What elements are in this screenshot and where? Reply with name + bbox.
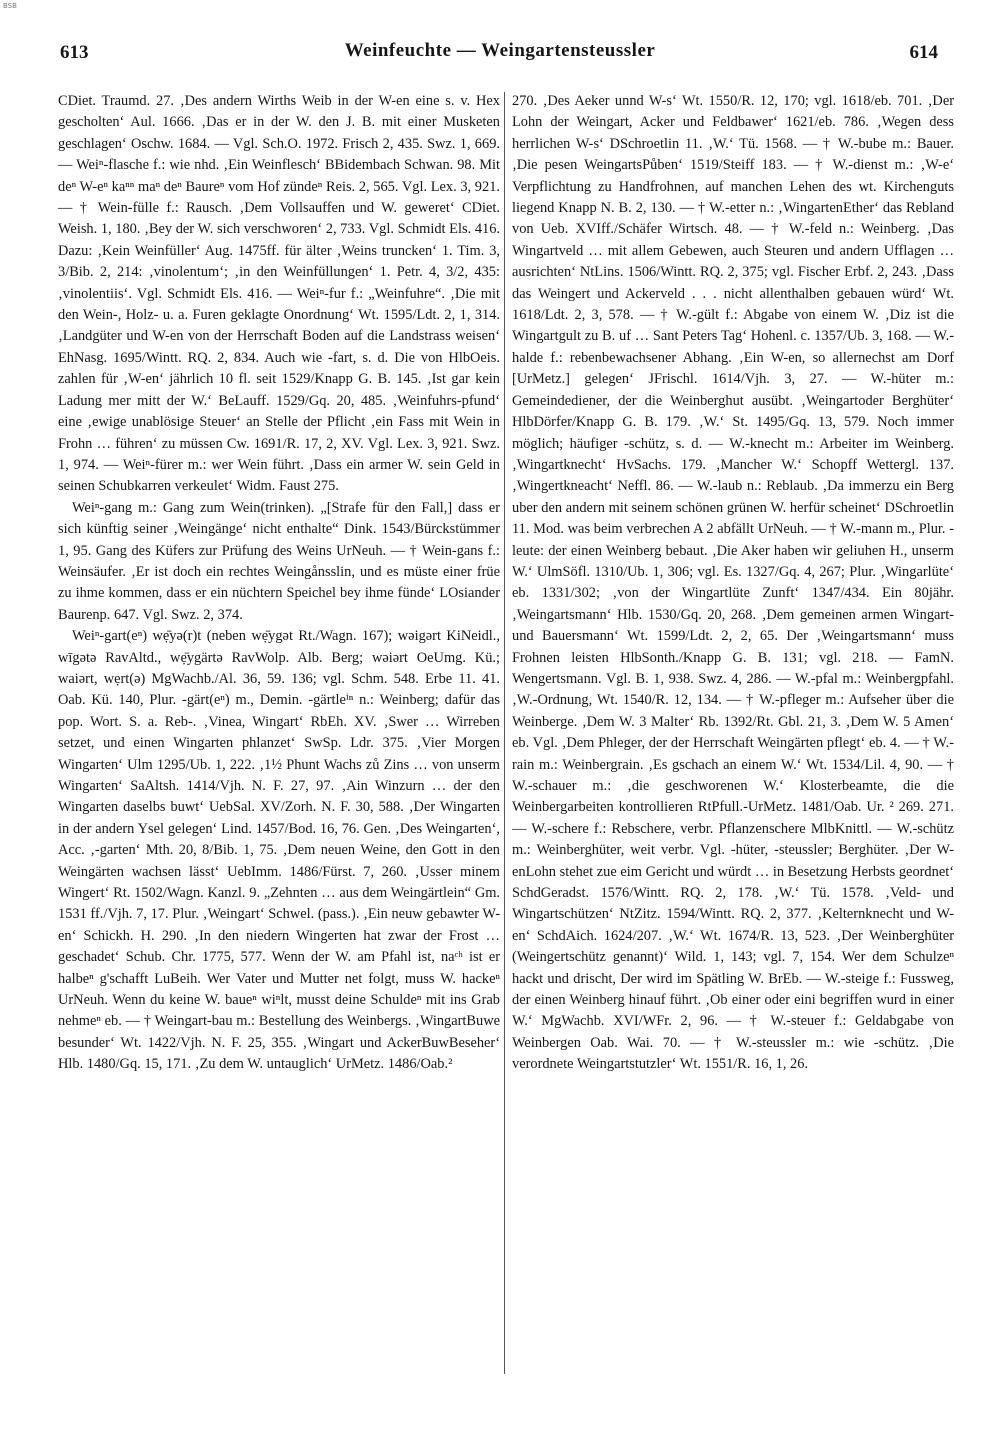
library-stamp: BSB: [3, 2, 17, 10]
column-divider: [504, 92, 505, 1374]
entry-paragraph: Weiⁿ-gang m.: Gang zum Wein(trinken). „[Strafe für den Fall,] dass er sich künftig seiner ‚Weingänge‘ nicht enthalte“ Dink. 1543/Bürckstümmer 1, 95. Gang des Küfers zur Prüfung des Weins UrNeuh. — † Wein-gans f.: Weinsäufer. ‚Er ist doch ein rechtes Weingånsslin, und es müste einer früe zu ihme kommen, dass er ein nüchtern Speichel bey ihme fünde‘ LOsiander Baurenp. 647. Vgl. Swz. 2, 374.: [58, 499, 500, 623]
right-page-number: 614: [909, 42, 938, 63]
running-head: Weinfeuchte — Weingartensteussler: [344, 40, 656, 61]
right-column: [512, 91, 954, 1076]
page-header: [0, 38, 1000, 68]
entry-paragraph: Weiⁿ-gart(eⁿ) wẹ̄yə(r)t (neben wẹ̄ygət Rt./Wagn. 167); wəigərt KiNeidl., wīgətə RavAltd., wẹ̄ygärtə RavWolp. Alb. Berg; wəiərt OeUmg. Kü.; waiərt, wẹrt(ə) MgWachb./Al. 36, 59. 136; vgl. Schm. 548. Erbe 11. 41. Oab. Kü. 140, Plur. -gärt(eⁿ) m., Demin. -gärtleⁱⁿ n.: Weinberg; dafür das pop. Wort. S. a. Reb-. ‚Vinea, Wingart‘ RbEh. XV. ‚Swer … Wirreben setzet, und einen Wingarten phlanzet‘ SwSp. Ldr. 375. ‚Vier Morgen Wingarten‘ Ulm 1295/Ub. 1, 222. ‚1½ Phunt Wachs zů Zins … von unserm Wingarten‘ SaAltsh. 1414/Vjh. N. F. 27, 97. ‚Ain Winzurn … der den Wingarten daselbs buwt‘ UebSal. XV/Zorh. N. F. 30, 588. ‚Der Wingarten in der andern Ysel gelegen‘ Lind. 1457/Bod. 16, 76. Gen. ‚Des Weingarten‘, Acc. ‚-garten‘ Mth. 20, 8/Bib. 1, 75. ‚Dem neuen Weine, den Gott in den Weingärten wachsen lässt‘ UebImm. 1486/Fürst. 7, 260. ‚Usser minem Wingert‘ Rt. 1502/Wagn. Kanzl. 9. „Zehnten … aus dem Weingärtlein“ Gm. 1531 ff./Vjh. 7, 17. Plur. ‚Weingart‘ Schwel. (pass.). ‚Ein neuw gebawter W-en‘ Schickh. H. 290. ‚In den niedern Wingerten hat zwar der Frost … geschadet‘ Schub. Chr. 1775, 577. Wenn der W. am Pfahl ist, naᶜʰ ist er halbeⁿ g'schafft LuBeih. Wer Vater und Mutter net folgt, muss W. hackeⁿ UrNeuh. Wenn du keine W. baueⁿ wiⁿlt, musst deine Schuldeⁿ mit ins Grab nehmeⁿ eb. — † Weingart-bau m.: Bestellung des Weinbergs. ‚WingartBuwe besunder‘ Wt. 1422/Vjh. N. F. 25, 355. ‚Wingart und AckerBuwBeseher‘ Hlb. 1480/Gq. 15, 171. ‚Zu dem W. untauglich‘ UrMetz. 1486/Oab.²: [58, 628, 500, 1073]
entry-paragraph: 270. ‚Des Aeker unnd W-s‘ Wt. 1550/R. 12, 170; vgl. 1618/eb. 701. ‚Der Lohn der Weingart, Acker und Feldbawer‘ 1621/eb. 786. ‚Wegen dess herrlichen W-s‘ DSchroetlin 11. ‚W.‘ Tü. 1568. — † W.-bube m.: Bauer. ‚Die pesen WeingartsPůben‘ 1519/Steiff 183. — † W.-dienst m.: ‚W-e‘ Verpflichtung zu Handfrohnen, auf manchen Lehen des wt. Kirchenguts liegend Knapp N. B. 2, 130. — † W.-etter n.: ‚WingartenEther‘ das Rebland von Ueb. XVIff./Schäfer Wirtsch. 48. — † W.-feld n.: Weinberg. ‚Das Wingartveld … mit allem Gebewen, auch Steuren und andern Ufflagen … ausrichten‘ NtLins. 1506/Wintt. RQ. 2, 375; vgl. Fischer Erbf. 2, 243. ‚Dass das Weingert und Ackerveld . . . nicht allenthalben gebauen würd‘ Wt. 1618/Ldt. 2, 3, 578. — † W.-gült f.: Abgabe von einem W. ‚Diz ist die Wingartgult zu B. uf … Sant Peters Tag‘ Hohenl. c. 1357/Ub. 3, 168. — W.-halde f.: rebenbewachsener Abhang. ‚Ein W-en, so allernechst am Dorf [UrMetz.] gelegen‘ JFrischl. 1614/Vjh. 3, 27. — W.-hüter m.: Gemeindediener, der die Weinberghut ausübt. ‚Weingartoder Berghüter‘ HlbDörfer/Knapp G. B. 179. ‚W.‘ St. 1495/Gq. 13, 579. Noch immer möglich; häufiger -schütz, s. d. — W.-knecht m.: Arbeiter im Weinberg. ‚Wingartknecht‘ HvSachs. 179. ‚Mancher W.‘ Schopff Wettergl. 137. ‚Wingertkneacht‘ Neffl. 86. — W.-laub n.: Reblaub. ‚Da immerzu ein Berg uber den andern mit seinem schönen grünen W. herfür scheinet‘ DSchroetlin 11. Mod. was beim verbrechen A 2 abfällt UrNeuh. — † W.-mann m., Plur. -leute: der einen Weinberg bebaut. ‚Die Aker haben wir geliuhen H., unserm W.‘ UlmSöfl. 1310/Ub. 1, 306; vgl. Es. 1327/Gq. 4, 267; Plur. ‚Wingarlüte‘ eb. 1331/302; ‚von der Wingartlüte Zunft‘ 1347/434. Ein 80jähr. ‚Weingartsmann‘ Hlb. 1530/Gq. 20, 268. ‚Dem gemeinen armen Wingart- und Bauersmann‘ Wt. 1599/Ldt. 2, 2, 65. Der ‚Weingartsmann‘ muss Frohnen leisten HlbSonth./Knapp G. B. 131; vgl. 218. — FamN. Wengertsmann. Vgl. B. 1, 938. Swz. 4, 286. — W.-pfal m.: Weinbergpfahl. ‚W.-Ordnung, Wt. 1540/R. 12, 134. — † W.-pfleger m.: Aufseher über die Weinberge. ‚Dem W. 3 Malter‘ Rb. 1392/Rt. Gbl. 21, 3. ‚Dem W. 5 Amen‘ eb. Vgl. ‚Dem Phleger, der der Herrschaft Weingärten pflegt‘ eb. 4. — † W.-rain m.: Weinbergrain. ‚Es gschach an einem W.‘ Wt. 1534/Lil. 4, 90. — † W.-schauer m.: ‚die geschworenen W.‘ Klosterbeamte, die die Weinbergarbeiten kontrollieren RtPfull.-UrMetz. 1481/Oab. Ur. ² 269. 271. — W.-schere f.: Rebschere, verbr. Pflanzenschere MlbKnittl. — W.-schütz m.: Weinberghüter, weit verbr. Vgl. -hüter, -steussler; Berghüter. ‚Der W-enLohn stehet zue eim Gericht und würdt … in Besetzung Herbsts geordnet‘ SchdGeradst. 1576/Wintt. RQ. 2, 178. ‚W.‘ Tü. 1578. ‚Veld- und Wingartschützen‘ NtZitz. 1594/Wintt. RQ. 2, 377. ‚Kelternknecht und W-en‘ SchdAich. 1624/207. ‚W.‘ Wt. 1674/R. 13, 523. ‚Der Weinberghüter (Weingertschütz genannt)‘ Wild. 1, 143; vgl. 7, 154. Wer dem Schulzeⁿ hackt und drischt, Der wird im Spätling W. BrEb. — W.-steige f.: Fussweg, der einen Weinberg hinauf führt. ‚Ob einer oder eini begriffen wurd in einer W.‘ MgWachb. XVI/WFr. 2, 96. — † W.-steuer f.: Geldabgabe von Weinbergen Oab. Wai. 70. — † W.-steussler m.: wie -schütz. ‚Die verordnete Weingartstutzler‘ Wt. 1551/R. 16, 1, 26.: [512, 93, 954, 1073]
left-column: [58, 91, 500, 1076]
entry-paragraph: CDiet. Traumd. 27. ‚Des andern Wirths Weib in der W-en eine s. v. Hex gescholten‘ Aul. 1666. ‚Das er in der W. den J. B. mit einer Musketen geschlagen‘ Oschw. 1684. — Vgl. Sch.O. 1972. Frisch 2, 435. Swz. 1, 669. — Weiⁿ-flasche f.: wie nhd. ‚Ein Weinflesch‘ BBidembach Schwan. 98. Mit deⁿ W-eⁿ kaⁿⁿ maⁿ deⁿ Baureⁿ vom Hof zündeⁿ Reis. 2, 565. Vgl. Lex. 3, 921. — † Wein-fülle f.: Rausch. ‚Dem Vollsauffen und W. geweret‘ CDiet. Weish. 1, 180. ‚Bey der W. sich verschworen‘ 2, 733. Vgl. Schmidt Els. 416. Dazu: ‚Kein Weinfüller‘ Aug. 1475ff. für älter ‚Weins truncken‘ 1. Tim. 3, 3/Bib. 2, 214: ‚vinolentum‘; ‚in den Weinfüllungen‘ 1. Petr. 4, 3/2, 435: ‚vinolentiis‘. Vgl. Schmidt Els. 416. — Weiⁿ-fur f.: „Weinfuhre“. ‚Die mit den Wein-, Holz- u. a. Furen geklagte Onordnung‘ Wt. 1595/Ldt. 2, 1, 314. ‚Landgüter und W-en von der Herrschaft Boden auf die Landstrass weisen‘ EhNasg. 1695/Wintt. RQ. 2, 834. Auch wie -fart, s. d. Die von HlbOeis. zahlen für ‚W-en‘ jährlich 10 fl. seit 1529/Knapp G. B. 145. ‚Ist gar kein Ladung mer mitt der W.‘ BeLauff. 1529/Gq. 20, 485. ‚Weinfuhrs-pfund‘ eine ‚ewige unablösige Steuer‘ an Stelle der Pflicht ‚ein Fass mit Wein in Frohn … führen‘ zu müssen Cw. 1691/R. 17, 2, XV. Vgl. Lex. 3, 921. Swz. 1, 974. — Weiⁿ-fürer m.: wer Wein führt. ‚Dass ein armer W. sein Geld in seinen Schubkarren verkeulet‘ Widm. Faust 275.: [58, 93, 500, 495]
left-page-number: 613: [60, 42, 89, 63]
